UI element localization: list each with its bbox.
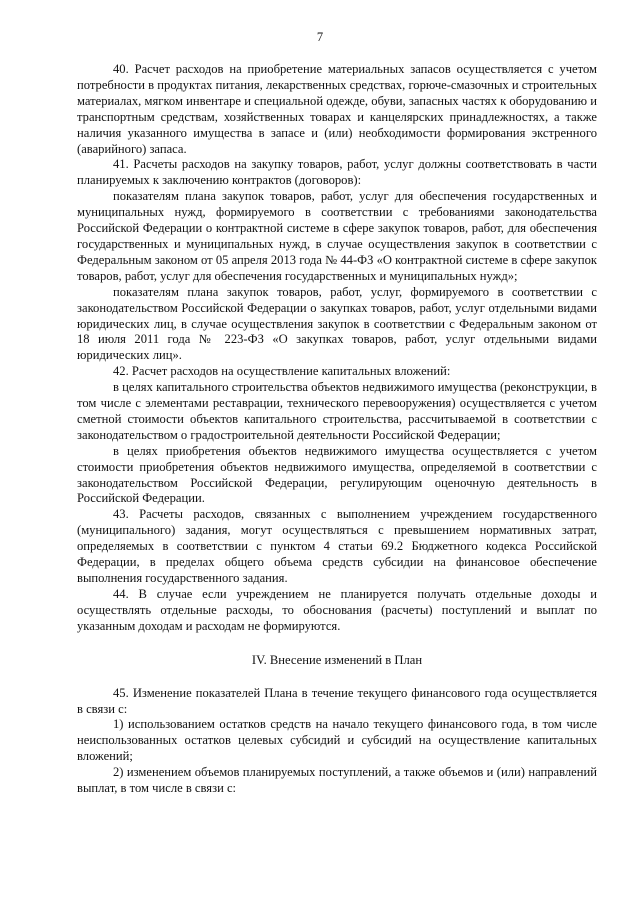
paragraph-41: 41. Расчеты расходов на закупку товаров, работ, услуг должны соответствовать в части планируемых к заключению контрактов (договоров): — [77, 157, 597, 188]
document-body — [77, 62, 597, 797]
page-number: 7 — [316, 30, 324, 44]
paragraph-45-item-1: 1) использованием остатков средств на начало текущего финансового года, в том числе неиспользованных остатков целевых субсидий и субсидий на осуществление капитальных вложений; — [77, 717, 597, 764]
paragraph-43: 43. Расчеты расходов, связанных с выполнением учреждением государственного (муниципального) задания, могут осуществляться с превышением нормативных затрат, определяемых в соответствии с пунктом 4 статьи 69.2 Бюджетного кодекса Российской Федерации, в пределах общего объема средств субсидии на финансовое обеспечение выполнения государственного задания. — [77, 507, 597, 585]
paragraph-41-item-1: показателям плана закупок товаров, работ, услуг для обеспечения государственных и муниципальных нужд, формируемого в соответствии с требованиями законодательства Российской Федерации о контрактной системе в сфере закупок товаров, работ, для обеспечения государственных и муниципальных нужд, в случае осуществления закупок в соответствии с Федеральным законом от 05 апреля 2013 года № 44-ФЗ «О контрактной системе в сфере закупок товаров, работ, услуг для обеспечения государственных и муниципальных нужд»; — [77, 189, 597, 283]
paragraph-40: 40. Расчет расходов на приобретение материальных запасов осуществляется с учетом потребности в продуктах питания, лекарственных средствах, горюче-смазочных и строительных материалах, мягком инвентаре и специальной одежде, обуви, запасных частях к оборудованию и транспортным средствам, хозяйственных товарах и канцелярских принадлежностях, а также наличия указанного имущества в запасе и (или) необходимости формирования экстренного (аварийного) запаса. — [77, 62, 597, 156]
paragraph-42-item-1: в целях капитального строительства объектов недвижимого имущества (реконструкции, в том числе с элементами реставрации, технического перевооружения) осуществляется с учетом сметной стоимости объектов капитального строительства, рассчитываемой в соответствии с законодательством о градостроительной деятельности Российской Федерации; — [77, 380, 597, 442]
paragraph-45: 45. Изменение показателей Плана в течение текущего финансового года осуществляется в связи с: — [77, 685, 597, 716]
paragraph-45-item-2: 2) изменением объемов планируемых поступлений, а также объемов и (или) направлений выплат, в том числе в связи с: — [77, 765, 597, 796]
paragraph-42: 42. Расчет расходов на осуществление капитальных вложений: — [113, 364, 451, 379]
paragraph-41-item-2: показателям плана закупок товаров, работ, услуг, формируемого в соответствии с законодательством Российской Федерации о закупках товаров, работ, услуг отдельными видами юридических лиц, в случае осуществления закупок в соответствии с Федеральным законом от 18 июля 2011 года № 223-ФЗ «О закупках товаров, работ, услуг отдельными видами юридических лиц». — [77, 284, 597, 363]
paragraph-42-item-2: в целях приобретения объектов недвижимого имущества осуществляется с учетом стоимости приобретения объектов недвижимого имущества, определяемой в соответствии с законодательством Российской Федерации, регулирующим оценочную деятельность в Российской Федерации. — [77, 443, 597, 506]
section-heading: IV. Внесение изменений в План — [251, 652, 423, 667]
paragraph-44: 44. В случае если учреждением не планируется получать отдельные доходы и осуществлять отдельные расходы, то обоснования (расчеты) поступлений и выплат по указанным доходам и расходам не формируются. — [77, 586, 597, 633]
